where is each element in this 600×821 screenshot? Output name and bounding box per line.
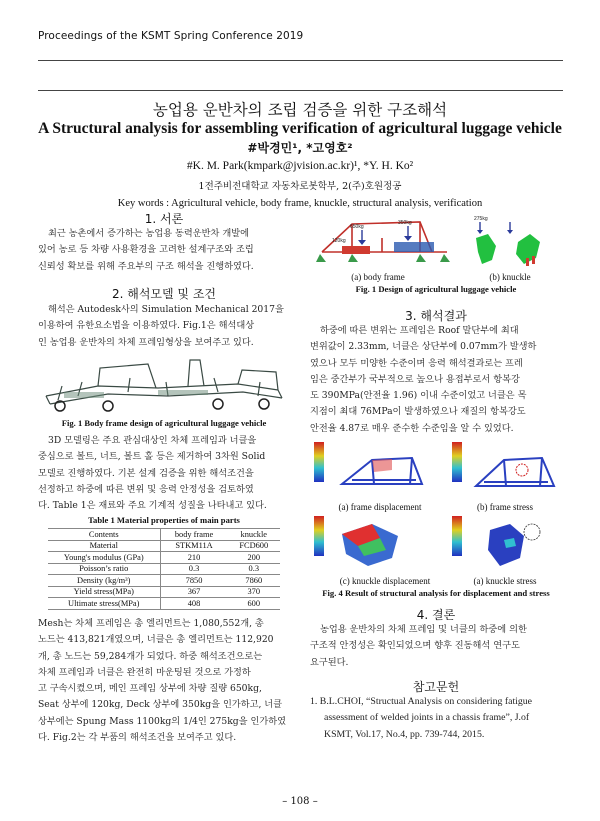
- table-cell: Material: [48, 540, 160, 552]
- header-divider: [38, 60, 563, 61]
- table-header-row: [48, 529, 280, 541]
- table-row: [48, 540, 280, 552]
- table-row: [48, 598, 280, 610]
- model-paragraph-2: [38, 433, 292, 514]
- table-cell: 0.3: [228, 563, 280, 575]
- table-header-cell: knuckle: [228, 529, 280, 541]
- fig4-knuckle-displacement-image: [312, 514, 432, 574]
- table1-caption: Table 1 Material properties of main parts: [88, 515, 240, 525]
- fig2-subcaption-a: (a) body frame: [351, 272, 405, 282]
- section-heading-intro: 1. 서론: [144, 212, 184, 226]
- reference-line: 1. B.L.CHOI, “Structual Analysis on considering fatigue: [310, 696, 533, 707]
- table-row: [48, 552, 280, 564]
- fig2-knuckle-load-image: [470, 212, 556, 274]
- text-line: 였으나 모두 미양한 수준이며 응력 해석결과로는 프레: [310, 357, 523, 369]
- text-line: 해석은 Autodesk사의 Simulation Mechanical 2017을: [48, 304, 284, 315]
- text-line: 임은 중간부가 국부적으로 높으나 용접부로서 항복강: [310, 373, 520, 385]
- text-line: 차체 프레임과 너클은 완전히 마운팅된 것으로 가정하: [38, 666, 251, 678]
- table-header-cell: Contents: [48, 529, 160, 541]
- text-line: 도 390MPa(안전율 1.96) 이내 수준이었고 너클은 목: [310, 390, 527, 402]
- table-cell: 7850: [160, 575, 228, 587]
- text-line: 있어 농로 등 차량 사용환경을 고려한 설계구조와 조립: [38, 244, 254, 256]
- table-row: [48, 563, 280, 575]
- section-heading-results: 3. 해석결과: [405, 309, 467, 323]
- table-cell: 0.3: [160, 563, 228, 575]
- fig4-subcaption-a: (a) frame displacement: [338, 502, 422, 512]
- text-line: 구조적 안정성은 확인되었으며 향후 진동해석 연구도: [310, 640, 520, 652]
- text-line: 상부에는 Spung Mass 1100kg의 1/4인 275kg을 인가하였: [38, 715, 286, 727]
- load-label: 120kg: [332, 238, 346, 244]
- table-cell: Young's modulus (GPa): [48, 552, 160, 564]
- intro-paragraph: [38, 226, 292, 275]
- title-korean: 농업용 운반차의 조립 검증을 위한 구조해석: [152, 101, 448, 119]
- fig4-subcaption-c: (c) knuckle displacement: [339, 576, 431, 586]
- reference-line: assessment of welded joints in a chassis frame”, J.of: [324, 712, 530, 724]
- fig2-body-frame-load-image: [312, 212, 462, 274]
- page-number: – 108 –: [282, 796, 318, 807]
- title-divider: [38, 90, 563, 91]
- table-header-cell: body frame: [160, 529, 228, 541]
- load-label: 350kg: [398, 220, 412, 226]
- table-row: [48, 575, 280, 587]
- table-cell: STKM11A: [160, 540, 228, 552]
- results-paragraph: [310, 323, 564, 437]
- load-label: 650kg: [350, 224, 364, 230]
- authors-korean: #박경민¹, *고영호²: [247, 141, 353, 155]
- proceedings-header: Proceedings of the KSMT Spring Conference 2019: [38, 30, 304, 42]
- fig4-subcaption-d: (a) knuckle stress: [473, 576, 537, 586]
- conclusion-paragraph: [310, 622, 564, 671]
- table-cell: 408: [160, 598, 228, 610]
- table-row: [48, 586, 280, 598]
- text-line: 다. Table 1은 재료와 주요 기계적 성질을 나타내고 있다.: [38, 500, 267, 512]
- section-heading-references: 참고문헌: [412, 680, 460, 694]
- table-cell: Poisson’s ratio: [48, 563, 160, 575]
- text-line: Seat 상부에 120kg, Deck 상부에 350kg을 인가하고, 너클: [38, 699, 283, 711]
- text-line: 모델로 진행하였다. 기본 설계 검증을 위한 해석조건을: [38, 467, 254, 479]
- fig4-caption: Fig. 4 Result of structural analysis for displacement and stress: [322, 588, 550, 598]
- authors-english: #K. M. Park(kmpark@jvision.ac.kr)¹, *Y. H. Ko²: [186, 160, 414, 172]
- fig1-body-frame-image: [38, 356, 290, 414]
- fig4-subcaption-b: (b) frame stress: [477, 502, 533, 512]
- table-cell: 7860: [228, 575, 280, 587]
- table-cell: 200: [228, 552, 280, 564]
- section-heading-conclusion: 4. 결론: [416, 608, 456, 622]
- table-cell: Density (kg/m³): [48, 575, 160, 587]
- fig4-frame-stress-image: [450, 440, 560, 500]
- table-cell: Yield stress(MPa): [48, 586, 160, 598]
- text-line: 이용하여 유한요소법을 이용하였다. Fig.1은 해석대상: [38, 320, 255, 332]
- text-line: 안전율 4.87로 매우 준수한 수준임을 알 수 있었다.: [310, 422, 514, 434]
- fig4-knuckle-stress-image: [450, 514, 560, 574]
- table-cell: Ultimate stress(MPa): [48, 598, 160, 610]
- text-line: 농업용 운반차의 차체 프레임 및 너클의 하중에 의한: [320, 624, 527, 635]
- fig1-caption: Fig. 1 Body frame design of agricultural luggage vehicle: [61, 418, 267, 428]
- references-list: [310, 694, 564, 743]
- fig2-caption: Fig. 1 Design of agricultural luggage vehicle: [355, 284, 517, 294]
- text-line: 다. Fig.2는 각 부품의 해석조건을 보여주고 있다.: [38, 732, 237, 744]
- text-line: Mesh는 차체 프레임은 총 엘리먼트는 1,080,552개, 총: [38, 618, 264, 629]
- table-cell: FCD600: [228, 540, 280, 552]
- text-line: 변위값이 2.33mm, 너클은 상단부에 0.07mm가 발생하: [310, 341, 537, 353]
- model-paragraph-3: [38, 616, 292, 746]
- fig2-subcaption-b: (b) knuckle: [489, 272, 531, 282]
- text-line: 지점이 최대 76MPa이 발생하였으나 재질의 항복강도: [310, 406, 526, 418]
- table-cell: 367: [160, 586, 228, 598]
- section-heading-model: 2. 해석모델 및 조건: [111, 287, 217, 301]
- text-line: 선정하고 하중에 따른 변위 및 응력 안정성을 검토하였: [38, 483, 254, 495]
- text-line: 중심으로 볼트, 너트, 볼트 홀 등은 제거하여 3차원 Solid: [38, 451, 266, 463]
- table-cell: 600: [228, 598, 280, 610]
- text-line: 최근 농촌에서 증가하는 농업용 동력운반차 개발에: [48, 228, 249, 239]
- text-line: 3D 모델링은 주요 관심대상인 차체 프레임과 너클을: [48, 435, 257, 446]
- load-label: 275kg: [474, 216, 488, 222]
- material-properties-table: [48, 528, 280, 610]
- text-line: 요구된다.: [310, 656, 349, 668]
- text-line: 개, 총 노드는 59,284개가 되었다. 하중 해석조건으로는: [38, 650, 263, 662]
- text-line: 인 농업용 운반차의 차체 프레임형상을 보여주고 있다.: [38, 336, 254, 348]
- text-line: 고 구속시켰으며, 메인 프레임 상부에 차량 질량 650kg,: [38, 683, 262, 695]
- text-line: 하중에 따른 변위는 프레임은 Roof 말단부에 최대: [320, 325, 519, 336]
- table-cell: 210: [160, 552, 228, 564]
- model-paragraph-1: [38, 302, 292, 351]
- text-line: 노드는 413,821개였으며, 너클은 총 엘리먼트는 112,920: [38, 634, 274, 646]
- title-english: A Structural analysis for assembling verification of agricultural luggage vehicle: [38, 120, 562, 137]
- keywords: Key words : Agricultural vehicle, body frame, knuckle, structural analysis, verification: [117, 198, 483, 209]
- table-cell: 370: [228, 586, 280, 598]
- reference-line: KSMT, Vol.17, No.4, pp. 739-744, 2015.: [324, 728, 485, 740]
- fig4-frame-displacement-image: [312, 440, 432, 500]
- affiliation: 1전주비전대학교 자동차로봇학부, 2(주)호원정공: [198, 181, 402, 192]
- text-line: 신뢰성 확보를 위해 주요부의 구조 해석을 진행하였다.: [38, 260, 254, 272]
